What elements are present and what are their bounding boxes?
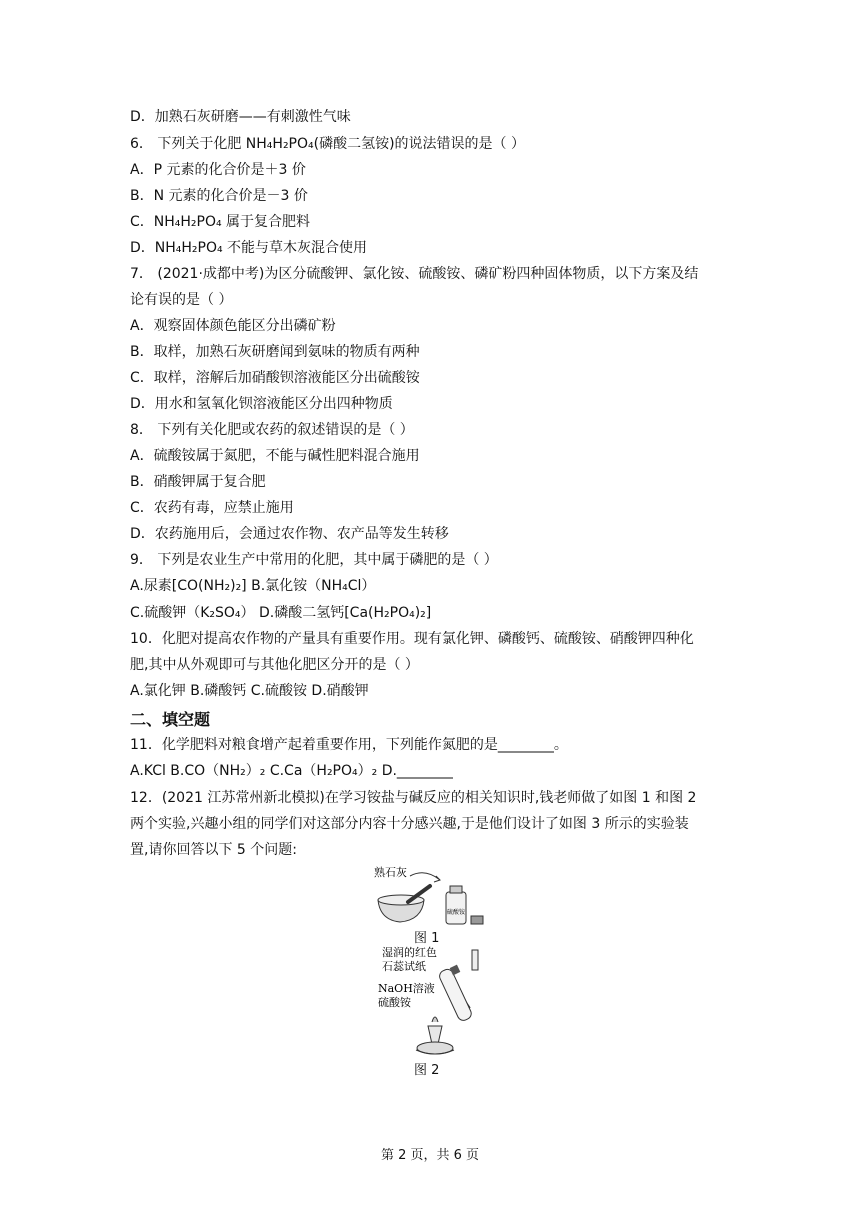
text-line: 7． (2021·成都中考)为区分硫酸钾、氯化铵、硫酸铵、磷矿粉四种固体物质，以下方案及结 — [130, 266, 699, 282]
text-line: 两个实验,兴趣小组的同学们对这部分内容十分感兴趣,于是他们设计了如图 3 所示的实验装 — [130, 816, 689, 832]
text-line: A.氯化钾 B.磷酸钙 C.硫酸铵 D.硝酸钾 — [130, 683, 369, 699]
text-line: A.KCl B.CO（NH₂）₂ C.Ca（H₂PO₄）₂ D.________ — [130, 763, 453, 779]
text-line: 论有误的是（ ） — [130, 292, 233, 308]
text-line: C．农药有毒，应禁止施用 — [130, 500, 294, 516]
figure-2-caption: 图 2 — [414, 1063, 440, 1078]
text-line: C．取样，溶解后加硝酸钡溶液能区分出硫酸铵 — [130, 370, 420, 386]
text-line: 9． 下列是农业生产中常用的化肥，其中属于磷肥的是（ ） — [130, 552, 498, 568]
text-line: C．NH₄H₂PO₄ 属于复合肥料 — [130, 214, 311, 230]
text-line: B．取样，加熟石灰研磨闻到氨味的物质有两种 — [130, 344, 420, 360]
text-line: D．用水和氢氧化钡溶液能区分出四种物质 — [130, 396, 393, 412]
text-line: 8． 下列有关化肥或农药的叙述错误的是（ ） — [130, 422, 414, 438]
page-footer: 第 2 页，共 6 页 — [380, 1148, 480, 1163]
figure-2-illustration — [360, 944, 500, 1058]
text-line: 置,请你回答以下 5 个问题: — [130, 842, 297, 858]
label-paper-1: 湿润的红色 — [382, 946, 437, 959]
text-line: B．N 元素的化合价是－3 价 — [130, 188, 308, 204]
label-lime: 熟石灰 — [374, 866, 407, 879]
text-line: A．硫酸铵属于氮肥，不能与碱性肥料混合施用 — [130, 448, 420, 464]
text-line: D．农药施用后，会通过农作物、农产品等发生转移 — [130, 526, 449, 542]
label-paper-2: 石蕊试纸 — [382, 960, 426, 973]
text-line: D．加熟石灰研磨——有刺激性气味 — [130, 109, 351, 125]
text-line: 6． 下列关于化肥 NH₄H₂PO₄(磷酸二氢铵)的说法错误的是（ ） — [130, 136, 526, 152]
text-line: D．NH₄H₂PO₄ 不能与草木灰混合使用 — [130, 240, 368, 256]
text-line: 11．化学肥料对粮食增产起着重要作用，下列能作氮肥的是________。 — [130, 737, 568, 753]
text-line: A．P 元素的化合价是＋3 价 — [130, 162, 306, 178]
section-title: 二、填空题 — [130, 710, 211, 729]
text-line: 10．化肥对提高农作物的产量具有重要作用。现有氯化钾、磷酸钙、硫酸铵、硝酸钾四种化 — [130, 631, 694, 647]
label-bottle: 硫酸铵 — [447, 909, 466, 916]
text-line: 肥,其中从外观即可与其他化肥区分开的是（ ） — [130, 657, 419, 673]
label-naoh: NaOH溶液 — [378, 982, 435, 995]
text-line: C.硫酸钾（K₂SO₄） D.磷酸二氢钙[Ca(H₂PO₄)₂] — [130, 605, 432, 621]
text-line: A.尿素[CO(NH₂)₂] B.氯化铵（NH₄Cl） — [130, 578, 376, 594]
text-line: A．观察固体颜色能区分出磷矿粉 — [130, 318, 336, 334]
figure-1-caption: 图 1 — [414, 931, 440, 946]
text-line: B．硝酸钾属于复合肥 — [130, 474, 266, 490]
text-line: 12．(2021 江苏常州新北模拟)在学习铵盐与碱反应的相关知识时,钱老师做了如图 1 和图 2 — [130, 790, 697, 806]
figure-1-illustration — [370, 862, 490, 932]
label-salt: 硫酸铵 — [378, 996, 411, 1009]
